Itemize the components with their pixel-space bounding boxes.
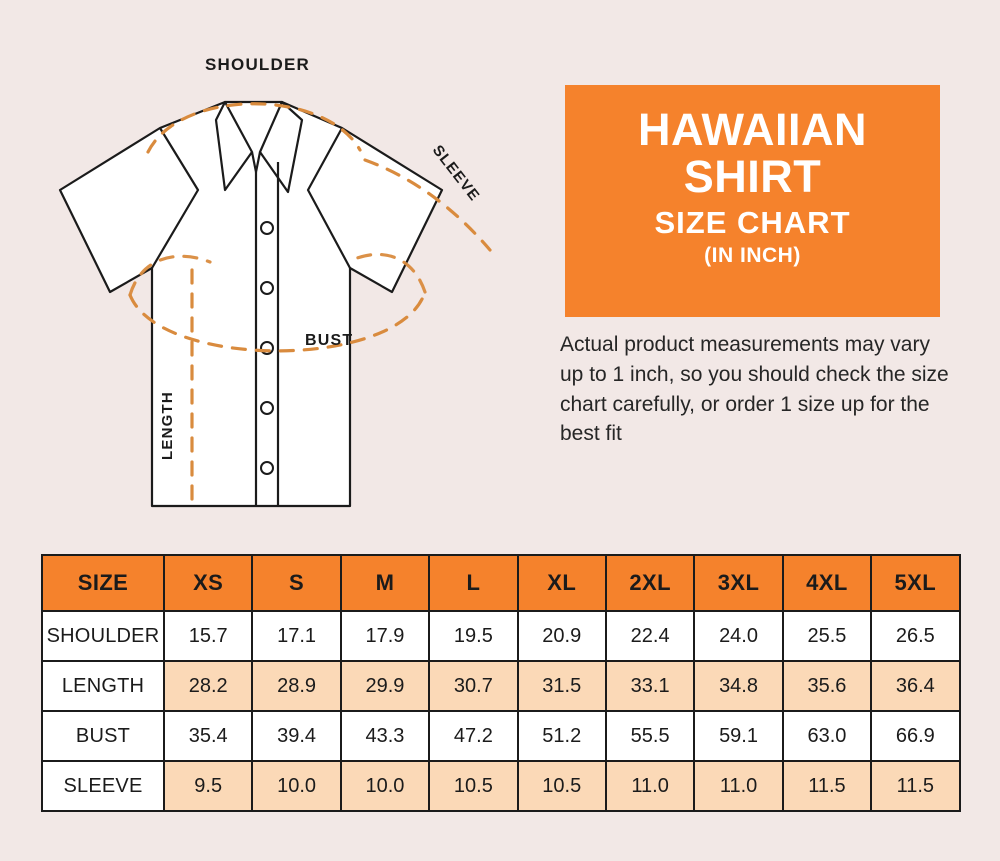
shirt-illustration xyxy=(20,40,550,510)
cell-bust-xl: 51.2 xyxy=(518,711,606,761)
size-chart-table-wrapper xyxy=(41,554,959,812)
cell-bust-4xl: 63.0 xyxy=(783,711,871,761)
title-line-1: HAWAIIAN xyxy=(638,104,867,155)
shirt-outline-icon xyxy=(60,102,442,506)
cell-length-l: 30.7 xyxy=(429,661,517,711)
row-header-length: LENGTH xyxy=(42,661,164,711)
title-card xyxy=(565,85,940,317)
cell-bust-m: 43.3 xyxy=(341,711,429,761)
cell-length-2xl: 33.1 xyxy=(606,661,694,711)
column-header-s: S xyxy=(252,555,340,611)
cell-sleeve-4xl: 11.5 xyxy=(783,761,871,811)
cell-shoulder-3xl: 24.0 xyxy=(694,611,782,661)
cell-bust-5xl: 66.9 xyxy=(871,711,959,761)
column-header-l: L xyxy=(429,555,517,611)
cell-length-m: 29.9 xyxy=(341,661,429,711)
cell-shoulder-l: 19.5 xyxy=(429,611,517,661)
cell-length-xs: 28.2 xyxy=(164,661,252,711)
cell-length-3xl: 34.8 xyxy=(694,661,782,711)
column-header-2xl: 2XL xyxy=(606,555,694,611)
measurement-note: Actual product measurements may vary up to 1 inch, so you should check the size chart carefully, or order 1 size up for the best fit xyxy=(560,333,949,446)
title-unit: (IN INCH) xyxy=(704,244,801,268)
size-chart-table xyxy=(41,554,961,812)
label-shoulder: SHOULDER xyxy=(205,55,310,74)
column-header-size: SIZE xyxy=(42,555,164,611)
cell-shoulder-s: 17.1 xyxy=(252,611,340,661)
column-header-xl: XL xyxy=(518,555,606,611)
cell-shoulder-m: 17.9 xyxy=(341,611,429,661)
cell-sleeve-xs: 9.5 xyxy=(164,761,252,811)
label-bust: BUST xyxy=(305,332,354,349)
row-header-bust: BUST xyxy=(42,711,164,761)
cell-length-4xl: 35.6 xyxy=(783,661,871,711)
row-header-shoulder: SHOULDER xyxy=(42,611,164,661)
column-header-m: M xyxy=(341,555,429,611)
cell-shoulder-2xl: 22.4 xyxy=(606,611,694,661)
table-header-row xyxy=(42,555,960,611)
table-row xyxy=(42,611,960,661)
column-header-5xl: 5XL xyxy=(871,555,959,611)
column-header-3xl: 3XL xyxy=(694,555,782,611)
cell-sleeve-l: 10.5 xyxy=(429,761,517,811)
cell-length-xl: 31.5 xyxy=(518,661,606,711)
cell-sleeve-5xl: 11.5 xyxy=(871,761,959,811)
title-line-2: SHIRT xyxy=(683,150,822,202)
cell-bust-s: 39.4 xyxy=(252,711,340,761)
label-sleeve: SLEEVE xyxy=(428,141,484,205)
cell-sleeve-3xl: 11.0 xyxy=(694,761,782,811)
cell-bust-l: 47.2 xyxy=(429,711,517,761)
table-row xyxy=(42,711,960,761)
cell-sleeve-xl: 10.5 xyxy=(518,761,606,811)
column-header-4xl: 4XL xyxy=(783,555,871,611)
cell-sleeve-s: 10.0 xyxy=(252,761,340,811)
cell-sleeve-m: 10.0 xyxy=(341,761,429,811)
row-header-sleeve: SLEEVE xyxy=(42,761,164,811)
cell-bust-2xl: 55.5 xyxy=(606,711,694,761)
column-header-xs: XS xyxy=(164,555,252,611)
label-length: LENGTH xyxy=(159,391,176,460)
cell-shoulder-4xl: 25.5 xyxy=(783,611,871,661)
cell-shoulder-xs: 15.7 xyxy=(164,611,252,661)
cell-bust-xs: 35.4 xyxy=(164,711,252,761)
title-line-3: SIZE CHART xyxy=(654,205,851,241)
cell-length-5xl: 36.4 xyxy=(871,661,959,711)
table-header xyxy=(42,555,960,611)
cell-length-s: 28.9 xyxy=(252,661,340,711)
cell-shoulder-xl: 20.9 xyxy=(518,611,606,661)
cell-shoulder-5xl: 26.5 xyxy=(871,611,959,661)
table-row xyxy=(42,761,960,811)
cell-sleeve-2xl: 11.0 xyxy=(606,761,694,811)
table-body xyxy=(42,611,960,811)
table-row xyxy=(42,661,960,711)
cell-bust-3xl: 59.1 xyxy=(694,711,782,761)
